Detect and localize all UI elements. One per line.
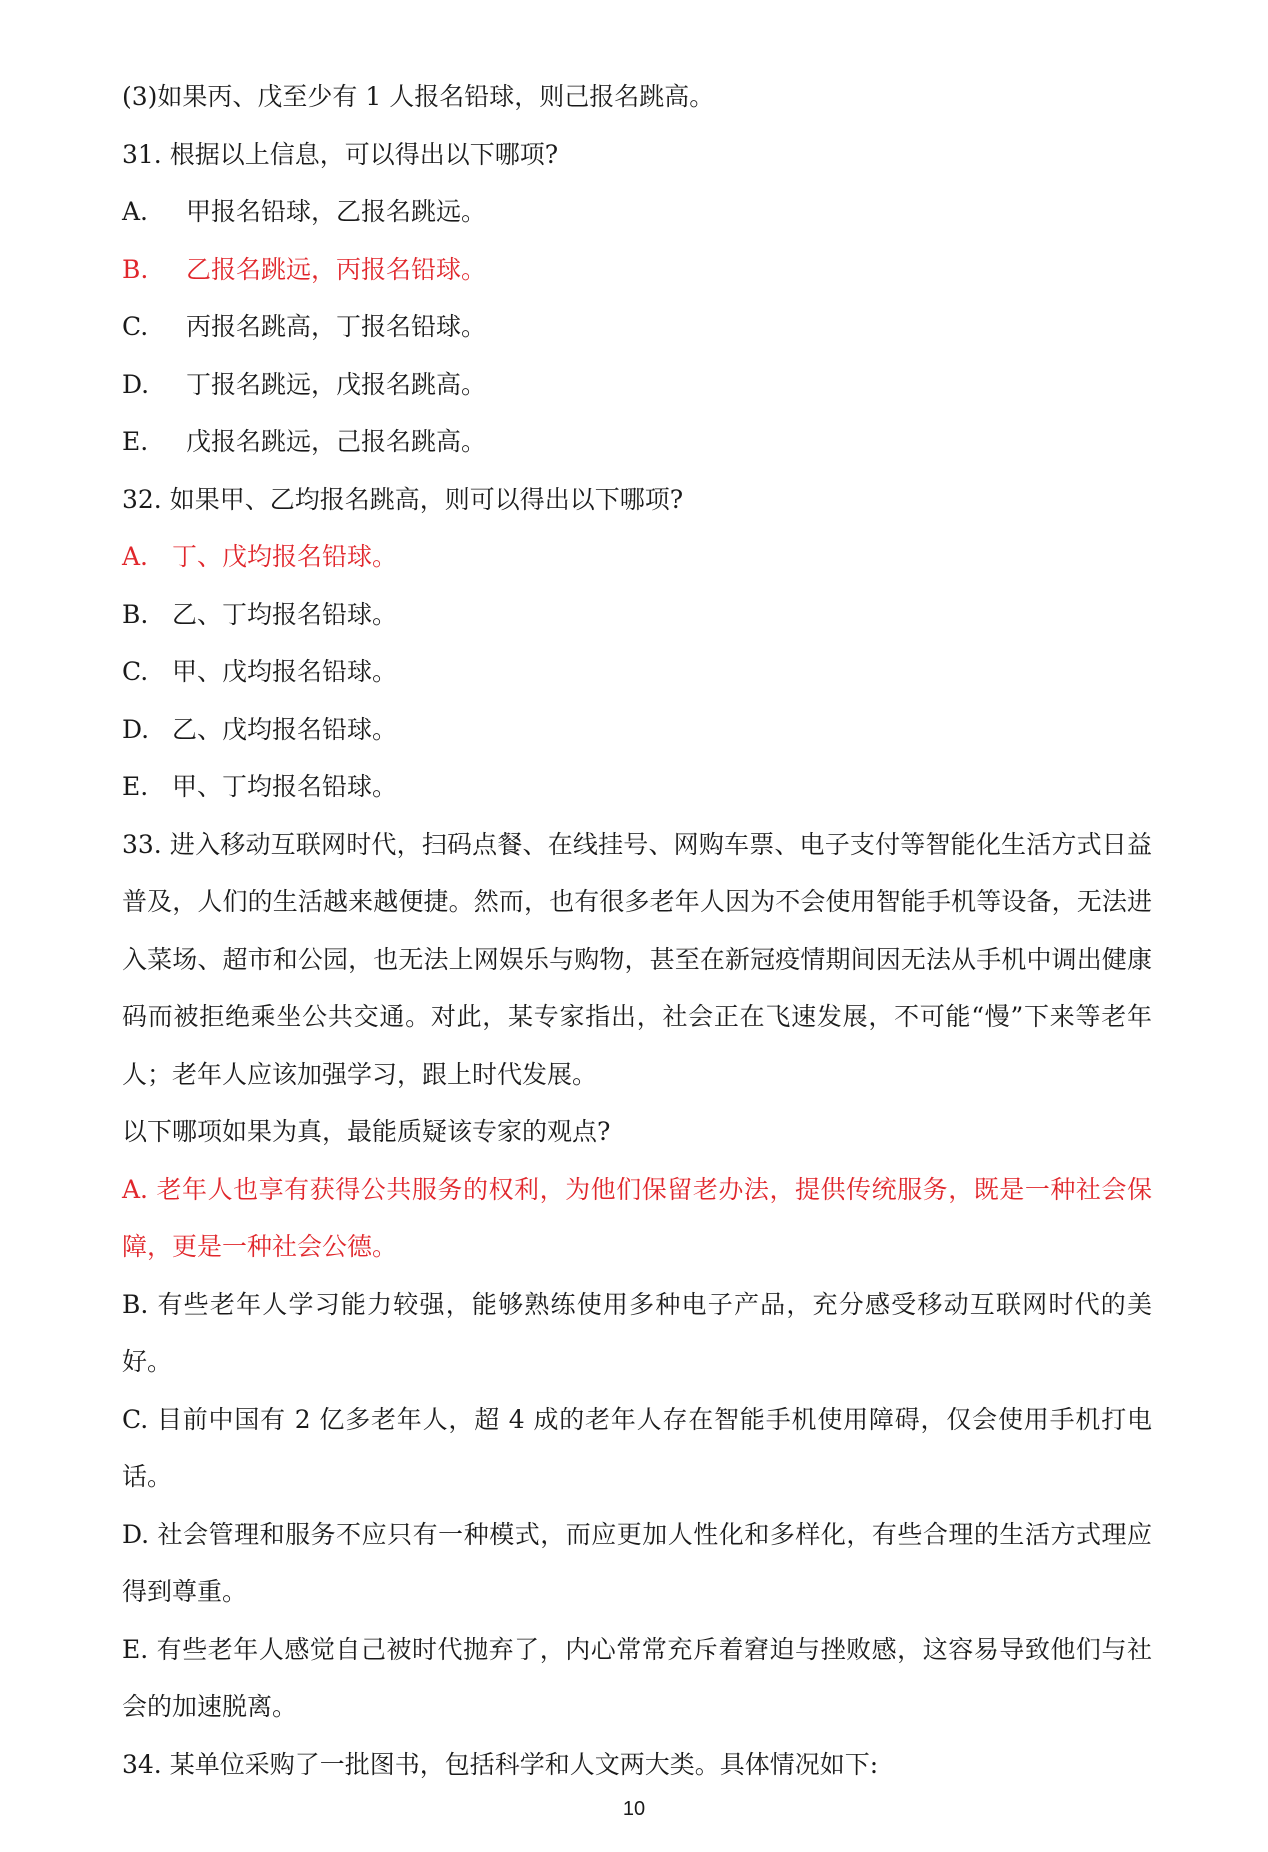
option-label: E.	[122, 772, 149, 801]
option-label: B.	[122, 599, 149, 629]
q32-stem: 32. 如果甲、乙均报名跳高，则可以得出以下哪项?	[122, 484, 684, 514]
q34-stem: 34. 某单位采购了一批图书，包括科学和人文两大类。具体情况如下:	[122, 1749, 879, 1779]
option-label: C.	[122, 312, 149, 341]
option-label: E.	[122, 427, 149, 456]
q31-option-b-answer	[122, 241, 1152, 299]
q31-option-c	[122, 298, 1152, 356]
option-text: 乙、戊均报名铅球。	[172, 714, 398, 744]
page-content	[122, 68, 1152, 1793]
q32-option-b	[122, 586, 1152, 644]
option-text: 乙、丁均报名铅球。	[172, 599, 398, 629]
option-text: 丁报名跳远，戊报名跳高。	[186, 369, 487, 399]
q33-question: 以下哪项如果为真，最能质疑该专家的观点?	[122, 1117, 611, 1146]
option-text: 戊报名跳远，己报名跳高。	[186, 427, 487, 456]
q31-option-e	[122, 413, 1152, 471]
option-text: 甲报名铅球，乙报名跳远。	[186, 197, 487, 226]
q31-stem: 31. 根据以上信息，可以得出以下哪项?	[122, 139, 559, 169]
q32-option-d	[122, 701, 1152, 759]
option-text: 甲、戊均报名铅球。	[172, 657, 398, 686]
option-text: 甲、丁均报名铅球。	[172, 772, 398, 801]
q32-option-c	[122, 643, 1152, 701]
option-label: D.	[122, 714, 150, 744]
q33-option-b: B. 有些老年人学习能力较强，能够熟练使用多种电子产品，充分感受移动互联网时代的美好。	[122, 1289, 1152, 1376]
option-label: A.	[122, 197, 149, 226]
option-label: B.	[122, 254, 149, 284]
q33-stem: 33. 进入移动互联网时代，扫码点餐、在线挂号、网购车票、电子支付等智能化生活方式日益普及，人们的生活越来越便捷。然而，也有很多老年人因为不会使用智能手机等设备，无法进入菜场、超市和公园，也无法上网娱乐与购物，甚至在新冠疫情期间因无法从手机中调出健康码而被拒绝乘坐公共交通。对此，某专家指出，社会正在飞速发展，不可能“慢”下来等老年人；老年人应该加强学习，跟上时代发展。	[122, 829, 1152, 1089]
option-text: 乙报名跳远，丙报名铅球。	[186, 254, 487, 284]
option-label: A.	[122, 542, 149, 571]
option-label: D.	[122, 369, 150, 399]
q33-option-e: E. 有些老年人感觉自己被时代抛弃了，内心常常充斥着窘迫与挫败感，这容易导致他们与社会的加速脱离。	[122, 1634, 1152, 1721]
q32-option-a-answer	[122, 528, 1152, 586]
q33-option-c: C. 目前中国有 2 亿多老年人，超 4 成的老年人存在智能手机使用障碍，仅会使用手机打电话。	[122, 1404, 1152, 1491]
page-number: 10	[622, 1798, 646, 1820]
q30-condition-3: (3)如果丙、戊至少有 1 人报名铅球，则己报名跳高。	[122, 82, 715, 111]
q33-option-d: D. 社会管理和服务不应只有一种模式，而应更加人性化和多样化，有些合理的生活方式理应得到尊重。	[122, 1519, 1152, 1606]
option-label: C.	[122, 657, 149, 686]
q33-option-a-answer: A. 老年人也享有获得公共服务的权利，为他们保留老办法，提供传统服务，既是一种社会保障，更是一种社会公德。	[122, 1174, 1152, 1261]
option-text: 丁、戊均报名铅球。	[172, 542, 398, 571]
q32-option-e	[122, 758, 1152, 816]
q31-option-a	[122, 183, 1152, 241]
option-text: 丙报名跳高，丁报名铅球。	[186, 312, 487, 341]
q31-option-d	[122, 356, 1152, 414]
